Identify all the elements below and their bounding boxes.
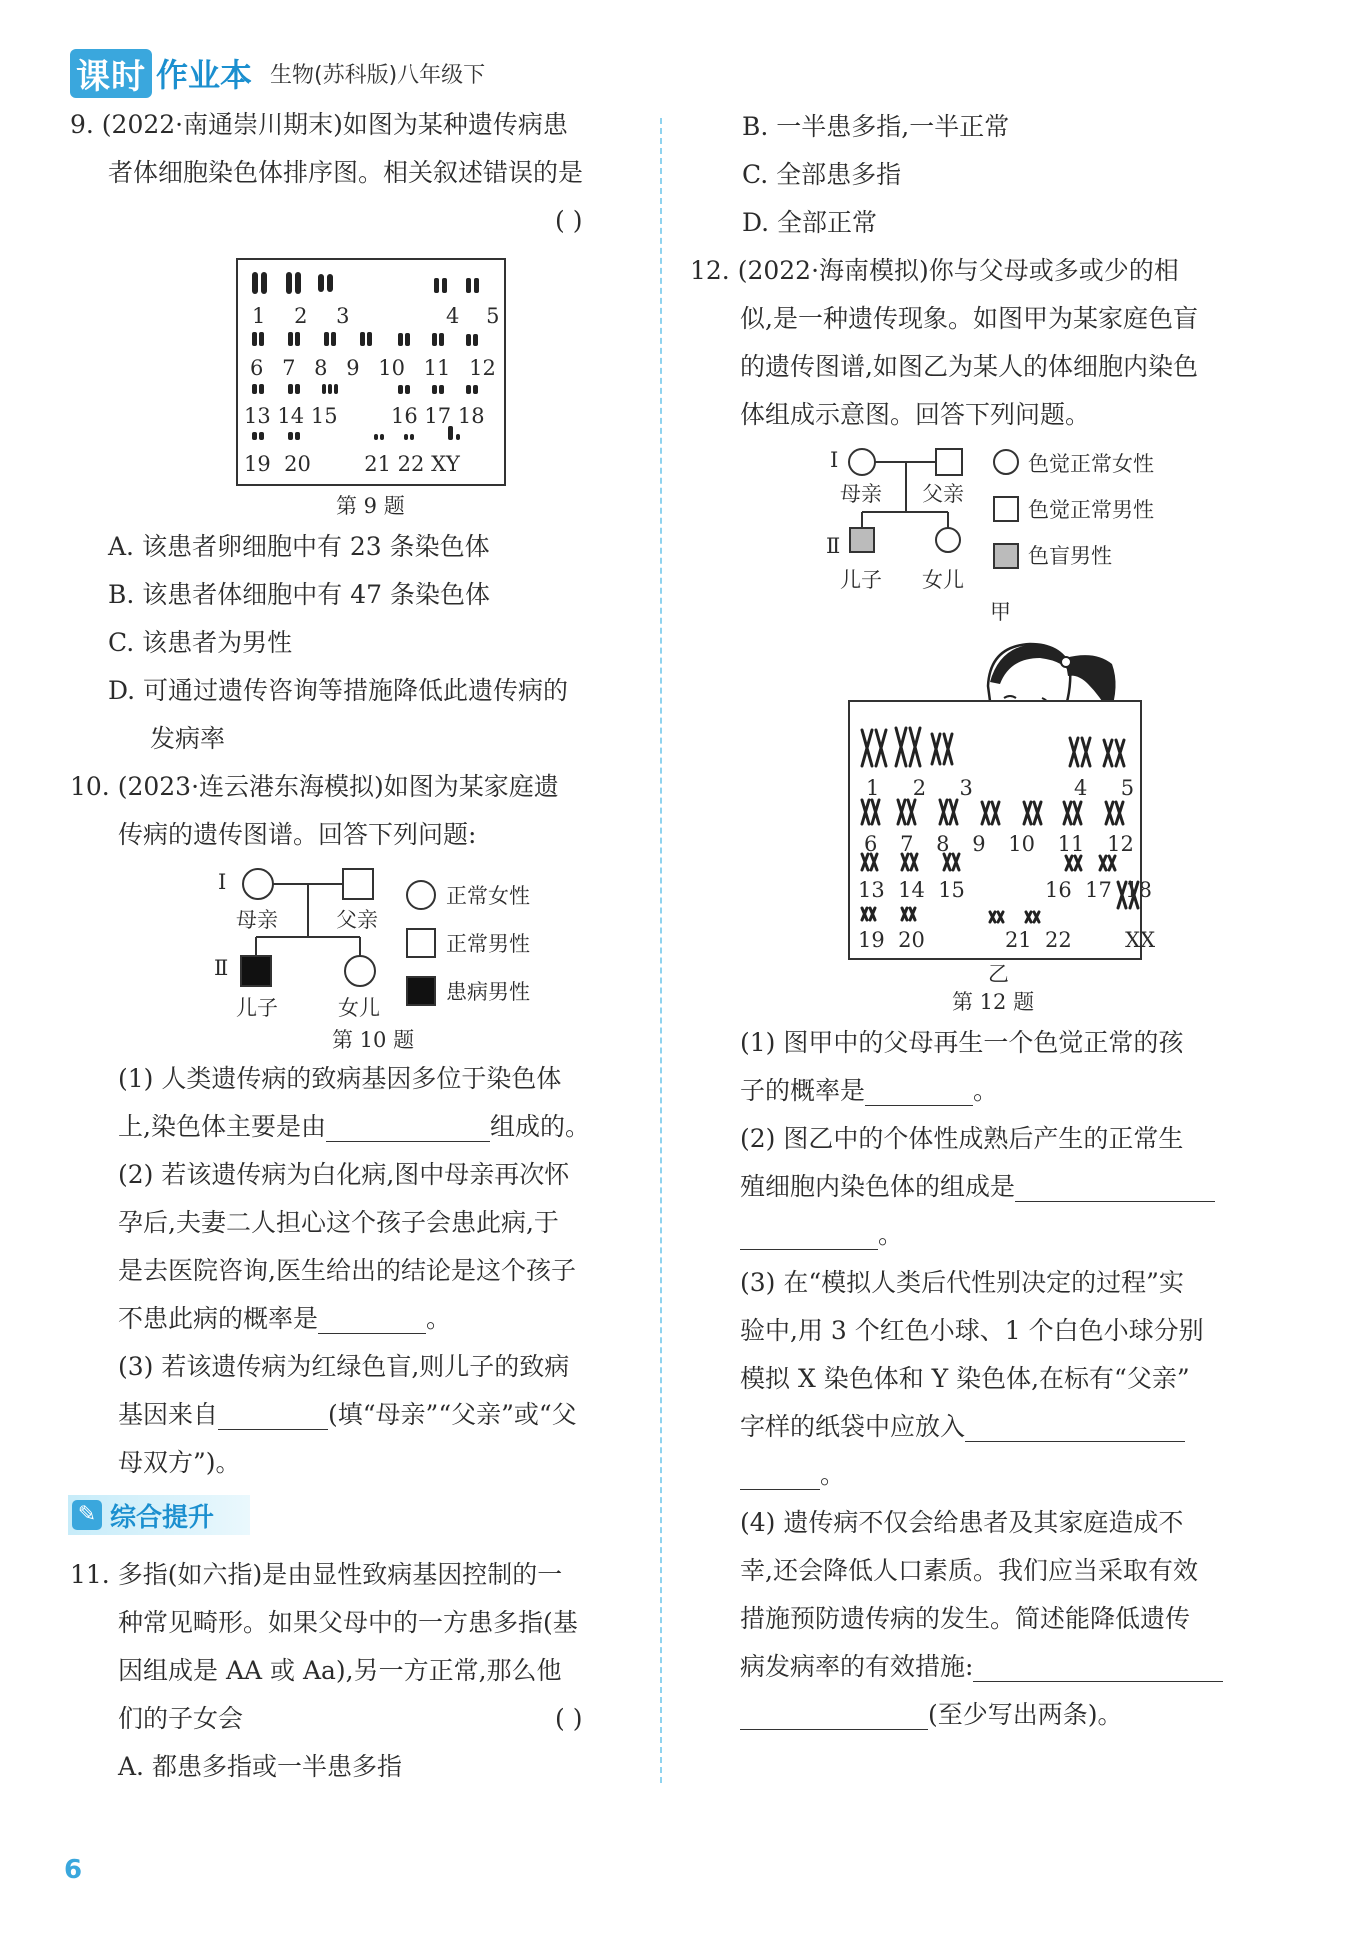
q12-blank-3[interactable] xyxy=(965,1415,1185,1442)
q12-p4d: 病发病率的有效措施: xyxy=(740,1652,1223,1682)
q9-karyo-labels-row1: 1 2 3 xyxy=(252,304,350,328)
q12-blank-4[interactable] xyxy=(973,1655,1223,1682)
q12-mother-label: 母亲 xyxy=(840,482,882,506)
q10-p2d: 不患此病的概率是 。 xyxy=(118,1304,452,1333)
q12-p2c: 。 xyxy=(740,1220,903,1250)
q10-blank-2[interactable] xyxy=(318,1307,426,1334)
q10-p2b: 孕后,夫妻二人担心这个孩子会患此病,于 xyxy=(118,1208,559,1237)
q9-answer-paren: ( ) xyxy=(555,206,583,235)
q10-legend-symbols xyxy=(404,878,438,1008)
q12-karyo-labels-row2: 6 7 8 9 10 11 12 xyxy=(864,832,1134,856)
q9-line2: 者体细胞染色体排序图。相关叙述错误的是 xyxy=(108,158,584,187)
q12-legend-normal-female: 色觉正常女性 xyxy=(1028,452,1154,476)
q10-p3b: 基因来自 (填“母亲”“父亲”或“父 xyxy=(118,1400,577,1429)
q12-gen1-label: Ⅰ xyxy=(830,448,839,472)
q10-p1a: (1) 人类遗传病的致病基因多位于染色体 xyxy=(118,1064,562,1093)
q12-karyotype-figure xyxy=(848,700,1142,960)
q10-legend-normal-female: 正常女性 xyxy=(446,884,530,908)
q10-father-label: 父亲 xyxy=(336,908,378,932)
q10-p2a: (2) 若该遗传病为白化病,图中母亲再次怀 xyxy=(118,1160,570,1189)
q9-karyo-labels-row2: 6 7 8 9 10 11 12 xyxy=(250,356,496,380)
q10-blank-1[interactable] xyxy=(326,1115,490,1142)
q12-caption: 第 12 题 xyxy=(952,990,1035,1014)
q11-line2: 种常见畸形。如果父母中的一方患多指(基 xyxy=(118,1608,578,1637)
q12-p1a: (1) 图甲中的父母再生一个色觉正常的孩 xyxy=(740,1028,1184,1057)
q12-p2a: (2) 图乙中的个体性成熟后产生的正常生 xyxy=(740,1124,1184,1153)
q12-p3d: 字样的纸袋中应放入 xyxy=(740,1412,1185,1442)
q9-option-b: B. 该患者体细胞中有 47 条染色体 xyxy=(108,580,490,609)
q9-karyo-labels-row4: 19 20 21 22 XY xyxy=(244,452,460,476)
q10-legend-normal-male: 正常男性 xyxy=(446,932,530,956)
q12-blank-4b[interactable] xyxy=(740,1703,928,1730)
q12-line4: 体组成示意图。回答下列问题。 xyxy=(740,400,1091,429)
q12-p3a: (3) 在“模拟人类后代性别决定的过程”实 xyxy=(740,1268,1184,1297)
brand-logo: 课时 xyxy=(70,49,152,98)
header xyxy=(70,50,485,96)
q10-daughter-label: 女儿 xyxy=(338,996,380,1020)
q10-p1b: 上,染色体主要是由 组成的。 xyxy=(118,1112,590,1141)
q12-p4e: (至少写出两条)。 xyxy=(740,1700,1123,1730)
q12-legend-colorblind-male: 色盲男性 xyxy=(1028,544,1112,568)
q12-blank-2b[interactable] xyxy=(740,1223,878,1250)
subject-title: 生物(苏科版)八年级下 xyxy=(270,62,486,88)
q12-fig-yi-label: 乙 xyxy=(988,962,1009,986)
q12-legend-symbols xyxy=(990,446,1022,574)
q12-karyo-labels-row1b: 4 5 xyxy=(1074,776,1135,800)
q12-blank-3b[interactable] xyxy=(740,1463,820,1490)
q11-option-a: A. 都患多指或一半患多指 xyxy=(118,1752,402,1781)
q12-line1: 12. (2022·海南模拟)你与父母或多或少的相 xyxy=(690,256,1179,285)
q12-p4b: 幸,还会降低人口素质。我们应当采取有效 xyxy=(740,1556,1198,1585)
q10-blank-3[interactable] xyxy=(218,1403,328,1430)
section-label: 综合提升 xyxy=(110,1502,215,1533)
q12-daughter-label: 女儿 xyxy=(922,568,964,592)
pencil-icon: ✎ xyxy=(72,1500,102,1530)
q10-son-label: 儿子 xyxy=(236,996,278,1020)
q10-line1: 10. (2023·连云港东海模拟)如图为某家庭遗 xyxy=(70,772,559,801)
q10-gen2-label: Ⅱ xyxy=(214,956,229,980)
q10-legend-affected-male: 患病男性 xyxy=(446,980,530,1004)
section-banner xyxy=(68,1495,250,1535)
q11-answer-paren: ( ) xyxy=(555,1704,583,1733)
q12-gen2-label: Ⅱ xyxy=(826,534,841,558)
q12-line2: 似,是一种遗传现象。如图甲为某家庭色盲 xyxy=(740,304,1198,333)
q12-p2b: 殖细胞内染色体的组成是 xyxy=(740,1172,1215,1202)
q10-gen1-label: Ⅰ xyxy=(218,870,227,894)
page-number: 6 xyxy=(64,1855,83,1885)
q11-line1: 11. 多指(如六指)是由显性致病基因控制的一 xyxy=(70,1560,563,1589)
q12-p4c: 措施预防遗传病的发生。简述能降低遗传 xyxy=(740,1604,1191,1633)
q12-karyo-labels-row3: 13 14 15 16 17 18 xyxy=(858,878,1152,902)
q9-option-a: A. 该患者卵细胞中有 23 条染色体 xyxy=(108,532,490,561)
q9-option-d: D. 可通过遗传咨询等措施降低此遗传病的 xyxy=(108,676,569,705)
q11-option-c: C. 全部患多指 xyxy=(742,160,902,189)
q12-legend-normal-male: 色觉正常男性 xyxy=(1028,498,1154,522)
q12-son-label: 儿子 xyxy=(840,568,882,592)
q12-p1b: 子的概率是 。 xyxy=(740,1076,999,1105)
q12-fig-jia-label: 甲 xyxy=(990,600,1011,624)
q12-p3b: 验中,用 3 个红色小球、1 个白色小球分别 xyxy=(740,1316,1204,1345)
q9-karyo-labels-row1b: 4 5 xyxy=(446,304,500,328)
q12-blank-2[interactable] xyxy=(1015,1175,1215,1202)
q9-karyo-labels-row3: 13 14 15 16 17 18 xyxy=(244,404,485,428)
q11-line3: 因组成是 AA 或 Aa),另一方正常,那么他 xyxy=(118,1656,562,1685)
q11-option-d: D. 全部正常 xyxy=(742,208,878,237)
q12-pedigree-lines xyxy=(840,444,980,574)
q12-p4a: (4) 遗传病不仅会给患者及其家庭造成不 xyxy=(740,1508,1184,1537)
q10-line2: 传病的遗传图谱。回答下列问题: xyxy=(118,820,477,849)
q11-option-b: B. 一半患多指,一半正常 xyxy=(742,112,1010,141)
q10-caption: 第 10 题 xyxy=(332,1028,415,1052)
q12-line3: 的遗传图谱,如图乙为某人的体细胞内染色 xyxy=(740,352,1198,381)
q9-caption: 第 9 题 xyxy=(336,494,405,518)
brand-logo-text: 作业本 xyxy=(156,56,253,94)
q12-p3e: 。 xyxy=(740,1460,845,1490)
q12-blank-1[interactable] xyxy=(865,1079,973,1106)
q10-mother-label: 母亲 xyxy=(236,908,278,932)
q12-father-label: 父亲 xyxy=(922,482,964,506)
q10-p3c: 母双方”)。 xyxy=(118,1448,241,1477)
q10-p3a: (3) 若该遗传病为红绿色盲,则儿子的致病 xyxy=(118,1352,570,1381)
q10-p2c: 是去医院咨询,医生给出的结论是这个孩子 xyxy=(118,1256,576,1285)
q9-option-c: C. 该患者为男性 xyxy=(108,628,293,657)
q11-line4: 们的子女会 xyxy=(118,1704,244,1733)
q9-line1: 9. (2022·南通崇川期末)如图为某种遗传病患 xyxy=(70,110,568,139)
q12-karyo-labels-row4: 19 20 21 22 XX xyxy=(858,928,1156,952)
q12-karyotype-chromosomes xyxy=(850,702,1140,958)
q12-karyo-labels-row1: 1 2 3 xyxy=(866,776,973,800)
column-divider xyxy=(660,118,662,1783)
q12-p3c: 模拟 X 染色体和 Y 染色体,在标有“父亲” xyxy=(740,1364,1190,1393)
q9-option-d-cont: 发病率 xyxy=(150,724,226,753)
